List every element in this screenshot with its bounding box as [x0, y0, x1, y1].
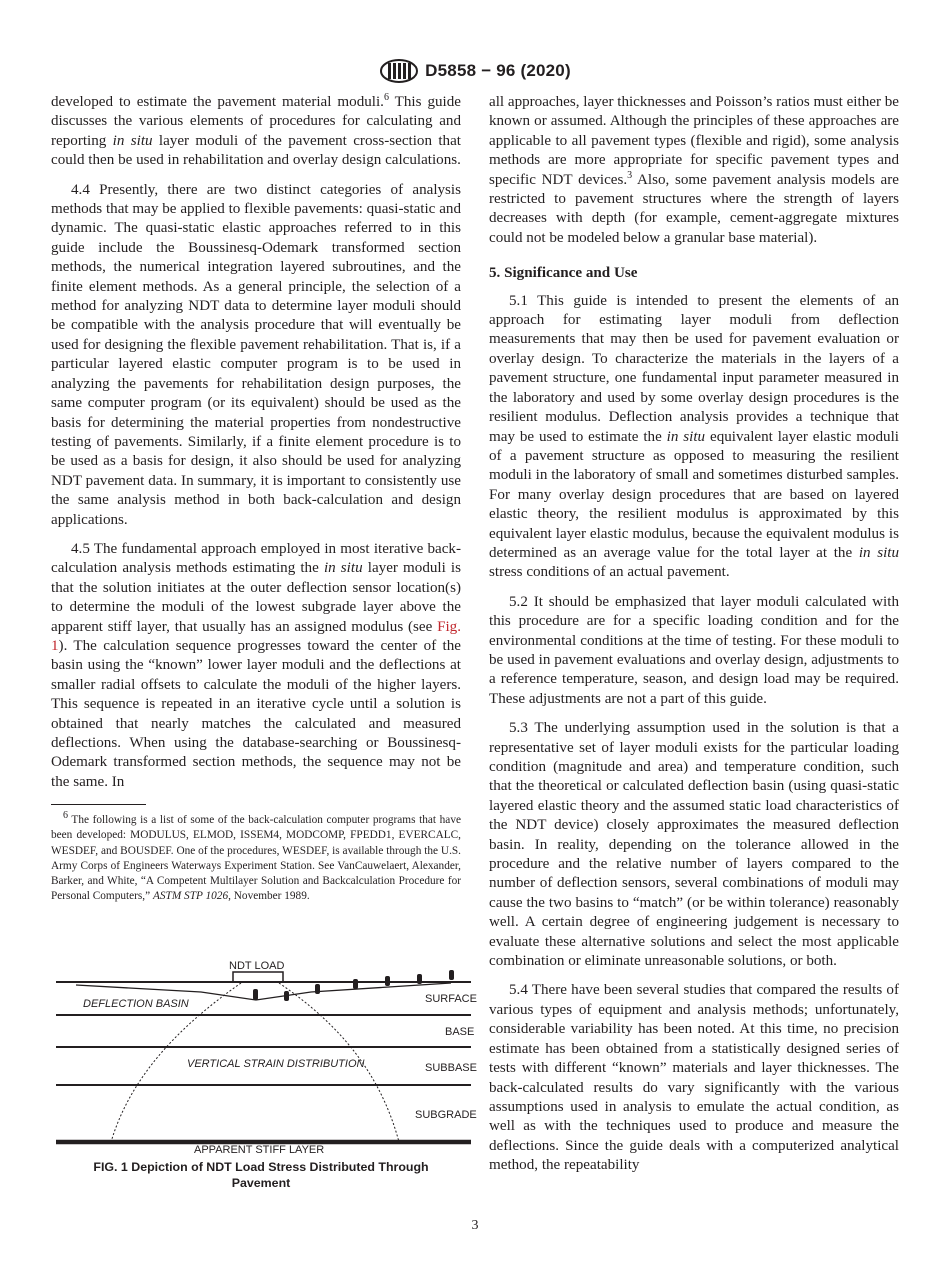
page-number: 3: [471, 1218, 479, 1233]
paragraph-5-1: 5.1 This guide is intended to present the elements of an approach for estimating layer moduli from deflection measurements that may then be used for pavement evaluation or overlay design. To characterize the materials in the layers of a pavement structure, one fundamental input parameter measured in the laboratory and used by some overlay design procedures is the resilient modulus. Deflection analysis provides a technique that may be used to estimate the in situ equivalent layer elastic moduli of a pavement structure as opposed to measuring the resilient moduli in the laboratory of small and sometimes disturbed samples. For many overlay design procedures that are based on layered elastic theory, the resilient modulus is approximated by this equivalent layer elastic modulus, because the equivalent modulus is determined as an average value for the total layer at the in situ stress conditions of an actual pavement.: [489, 292, 900, 581]
sensor: [353, 979, 358, 989]
sensor: [449, 970, 454, 980]
stiff-layer-label: APPARENT STIFF LAYER: [194, 1144, 325, 1156]
deflection-basin-label: DEFLECTION BASIN: [83, 998, 189, 1010]
footnote-divider: [51, 804, 146, 805]
paragraph-4-4: 4.4 Presently, there are two distinct categories of analysis methods that may be applied to flexible pavements: quasi-static and dynamic. The quasi-static elastic approaches referred to in this guide include the Boussinesq-Odemark transformed section methods, the numerical integration layered subroutines, and the finite element methods. As a general principle, the selection of a method for analyzing NDT data to determine layer moduli should be compatible with the analysis procedure that will eventually be used for designing the flexible pavement rehabilitation. That is, if a particular layered elastic computer program is to be used in analyzing the pavements for rehabilitation design purposes, the same computer program (or its equivalent) should be used as the basis for determining the material properties from nondestructive testing of pavements. Similarly, if a finite element procedure is to be used as a basis for design, it also should be used for analyzing NDT pavement data. In summary, it is important to consistently use the same analysis method in both back-calculation and design applications.: [51, 181, 461, 528]
right-column: [489, 93, 899, 1186]
sensor: [284, 991, 289, 1001]
surface-label: SURFACE: [425, 993, 477, 1005]
fig-1-link[interactable]: Fig. 1: [51, 618, 461, 654]
subbase-label: SUBBASE: [425, 1062, 477, 1074]
astm-logo: [379, 58, 419, 84]
left-column: [51, 93, 461, 914]
footnote-6: $^6$ The following is a list of some of the back-calculation computer programs that have been developed: MODULUS, ELMOD, ISSEM4, MODCOMP, FPEDD1, EVERCALC, WESDEF, and BOUSDEF. One of the procedures, WESDEF, is available through the U.S. Army Corps of Engineers Waterways Experiment Station. See VanCauwelaert, Alexander, Barker, and White, “A Competent Multilayer Solution and Backcalculation Procedure for Personal Computers,” ASTM STP 1026, November 1989.: [51, 810, 461, 903]
fig-1-caption: FIG. 1 Depiction of NDT Load Stress Distributed Through Pavement: [93, 1160, 429, 1190]
paragraph-intro-continued: developed to estimate the pavement material moduli.$^6$ This guide discusses the various elements of procedures for calculating and reporting in situ layer moduli of the pavement cross-section that could then be used in rehabilitation and overlay design calculations.: [51, 91, 461, 169]
sensor: [315, 984, 320, 994]
sensor: [417, 974, 422, 984]
base-label: BASE: [445, 1026, 475, 1038]
paragraph-5-3: 5.3 The underlying assumption used in the solution is that a representative set of layer moduli exists for the particular loading condition (magnitude and area) and temperature condition, such that the theoretical or calculated deflection basin (using quasi-static layered elastic theory and the assumed static load characteristics of the NDT device) closely approximates the measured deflection basin. In reality, depending on the tolerance allowed in the procedure and the relative number of layers compared to the number of deflection sensors, several combinations of moduli may cause the two basins to “match” (or be within tolerance) reasonably well. A certain degree of engineering judgement is necessary to evaluate these alternative solutions and select the most applicable combination or eliminate unreasonable solutions, or both.: [489, 720, 899, 970]
fig-1-diagram: [51, 955, 477, 1156]
page-header: [0, 56, 950, 86]
strain-label: VERTICAL STRAIN DISTRIBUTION: [187, 1058, 365, 1070]
document-id: D5858 − 96 (2020): [425, 61, 571, 80]
sensor: [385, 976, 390, 986]
sensor: [253, 989, 258, 1000]
paragraph-approaches-continued: all approaches, layer thicknesses and Poisson’s ratios must either be known or assumed. Although the principles of these approaches are applicable to all pavement types (flexible and rigid), some analysis methods are more appropriate for specific pavement types and specific NDT devices.$^3$ Also, some pavement analysis models are restricted to pavement structures where the strength of layers decreases with depth (for example, cement-aggregate mixtures could not be modeled below a granular base material).: [489, 94, 899, 246]
paragraph-4-5: 4.5 The fundamental approach employed in most iterative back-calculation analysis methods estimating the in situ layer moduli is that the solution initiates at the outer deflection sensor location(s) to determine the moduli of the lowest subgrade layer above the apparent stiff layer, that usually has an assigned modulus (see Fig. 1). The calculation sequence progresses toward the center of the basin using the “known” lower layer moduli and the deflections at smaller radial offsets to calculate the moduli of the higher layers. This sequence is repeated in an iterative cycle until a solution is obtained that nearly matches the calculated and measured deflections. When using the database-searching or Boussinesq-Odemark transformed section methods, the sequence may not be the same. In: [51, 540, 461, 790]
paragraph-5-4: 5.4 There have been several studies that compared the results of various types of equipment and analysis methods; unfortunately, considerable variability has been noted. At this time, no precision estimate has been obtained from a statistically designed series of tests with different “known” materials and layer thicknesses. The back-calculated results do vary significantly with the various assumptions used in analysis to emulate the actual condition, as well as with the techniques used to produce and measure the deflections. Since the guide deals with a computerized analytical method, the repeatability: [489, 982, 899, 1174]
ndt-load-label: NDT LOAD: [229, 960, 285, 972]
section-5-heading: 5. Significance and Use: [489, 265, 638, 282]
load-plate: [233, 972, 283, 982]
paragraph-5-2: 5.2 It should be emphasized that layer moduli calculated with this procedure are for a specific loading condition and for the environmental conditions at the time of testing. For these moduli to be used in pavement evaluations and overlay design, adjustments to a reference temperature, season, and design load may be required. These adjustments are not a part of this guide.: [489, 593, 899, 707]
subgrade-label: SUBGRADE: [415, 1109, 477, 1121]
